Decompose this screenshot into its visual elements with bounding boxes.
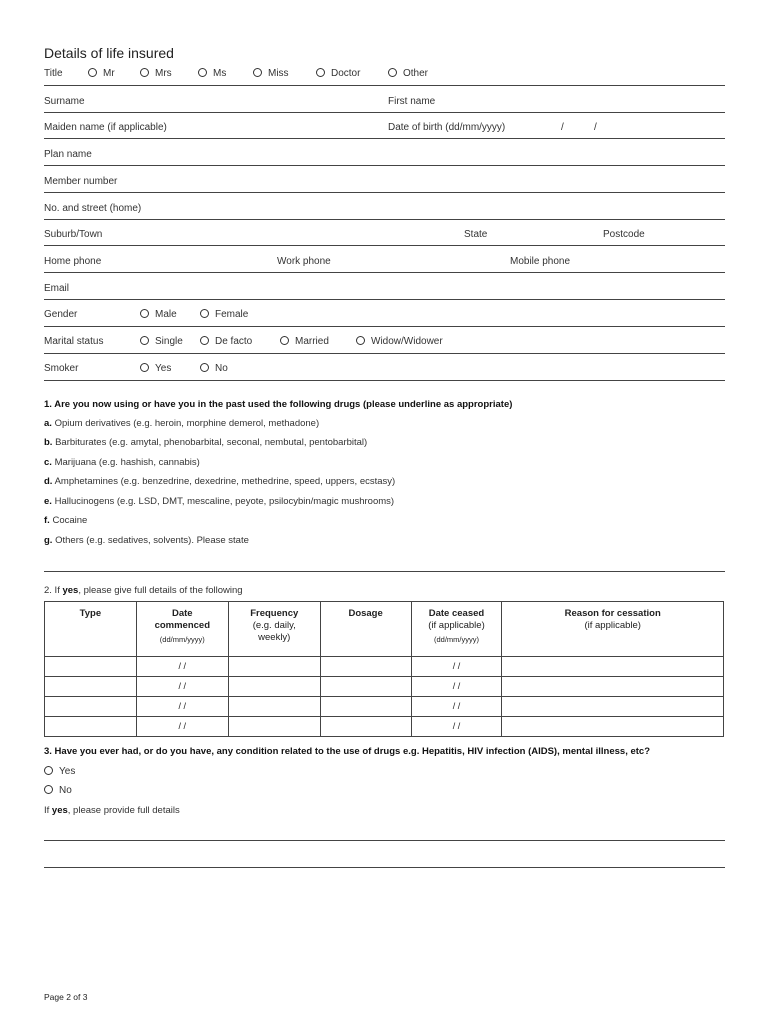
date-ceased-cell[interactable]: / / — [411, 717, 502, 737]
type-cell[interactable] — [45, 677, 137, 697]
header-dosage: Dosage — [320, 602, 411, 657]
type-cell[interactable] — [45, 697, 137, 717]
plan-name-label: Plan name — [44, 149, 92, 160]
marital-option-widow[interactable]: Widow/Widower — [356, 336, 443, 347]
reason-cell[interactable] — [502, 657, 724, 677]
smoker-label: Smoker — [44, 363, 79, 374]
divider — [44, 380, 725, 381]
suburb-label: Suburb/Town — [44, 229, 103, 240]
section-title: Details of life insured — [44, 45, 174, 61]
divider — [44, 85, 725, 86]
type-cell[interactable] — [45, 657, 137, 677]
plan-name-field[interactable] — [44, 165, 725, 166]
radio-icon[interactable] — [140, 336, 149, 345]
reason-cell[interactable] — [502, 697, 724, 717]
q3-option-yes[interactable]: Yes — [44, 766, 75, 777]
date-ceased-cell[interactable]: / / — [411, 657, 502, 677]
title-option-ms[interactable]: Ms — [198, 68, 226, 79]
dosage-cell[interactable] — [320, 717, 411, 737]
header-reason: Reason for cessation (if applicable) — [502, 602, 724, 657]
reason-cell[interactable] — [502, 717, 724, 737]
radio-icon[interactable] — [198, 68, 207, 77]
radio-icon[interactable] — [253, 68, 262, 77]
drug-item-f: f. Cocaine — [44, 515, 88, 526]
header-date-ceased: Date ceased (if applicable) (dd/mm/yyyy) — [411, 602, 502, 657]
q3-details-field[interactable] — [44, 867, 725, 868]
radio-icon[interactable] — [140, 68, 149, 77]
email-field[interactable] — [44, 299, 725, 300]
radio-icon[interactable] — [356, 336, 365, 345]
marital-option-married[interactable]: Married — [280, 336, 329, 347]
radio-icon[interactable] — [140, 363, 149, 372]
date-commenced-cell[interactable]: / / — [136, 677, 228, 697]
phone-field[interactable] — [44, 272, 725, 273]
drug-item-c: c. Marijuana (e.g. hashish, cannabis) — [44, 457, 200, 468]
q3-details-label: If yes, please provide full details — [44, 805, 180, 816]
title-option-mrs[interactable]: Mrs — [140, 68, 172, 79]
gender-option-male[interactable]: Male — [140, 309, 177, 320]
header-date-commenced: Date commenced (dd/mm/yyyy) — [136, 602, 228, 657]
frequency-cell[interactable] — [228, 717, 320, 737]
date-commenced-cell[interactable]: / / — [136, 717, 228, 737]
email-label: Email — [44, 283, 70, 294]
table-row — [45, 697, 724, 717]
member-number-field[interactable] — [44, 192, 725, 193]
title-option-doctor[interactable]: Doctor — [316, 68, 360, 79]
date-ceased-cell[interactable]: / / — [411, 697, 502, 717]
smoker-option-yes[interactable]: Yes — [140, 363, 171, 374]
reason-cell[interactable] — [502, 677, 724, 697]
table-row — [45, 717, 724, 737]
header-frequency: Frequency (e.g. daily, weekly) — [228, 602, 320, 657]
radio-icon[interactable] — [140, 309, 149, 318]
question-1: 1. Are you now using or have you in the past used the following drugs (please underline as appropriate) — [44, 399, 513, 410]
street-label: No. and street (home) — [44, 203, 142, 214]
surname-label: Surname — [44, 96, 85, 107]
radio-icon[interactable] — [316, 68, 325, 77]
member-number-label: Member number — [44, 176, 118, 187]
drug-item-e: e. Hallucinogens (e.g. LSD, DMT, mescaline, peyote, psilocybin/magic mushrooms) — [44, 496, 395, 507]
frequency-cell[interactable] — [228, 677, 320, 697]
maiden-name-field[interactable] — [44, 138, 725, 139]
table-row — [45, 657, 724, 677]
page-number: Page 2 of 3 — [44, 992, 88, 1002]
radio-icon[interactable] — [200, 309, 209, 318]
dosage-cell[interactable] — [320, 657, 411, 677]
gender-label: Gender — [44, 309, 78, 320]
drug-item-g: g. Others (e.g. sedatives, solvents). Please state — [44, 535, 249, 546]
frequency-cell[interactable] — [228, 697, 320, 717]
gender-option-female[interactable]: Female — [200, 309, 248, 320]
maiden-name-label: Maiden name (if applicable) — [44, 122, 167, 133]
marital-status-label: Marital status — [44, 336, 104, 347]
title-option-mr[interactable]: Mr — [88, 68, 115, 79]
drug-item-b: b. Barbiturates (e.g. amytal, phenobarbital, seconal, nembutal, pentobarbital) — [44, 437, 368, 448]
work-phone-label: Work phone — [277, 256, 331, 267]
q3-option-no[interactable]: No — [44, 785, 72, 796]
other-drugs-field[interactable] — [44, 571, 725, 572]
divider — [44, 353, 725, 354]
table-row — [45, 677, 724, 697]
title-option-miss[interactable]: Miss — [253, 68, 289, 79]
date-ceased-cell[interactable]: / / — [411, 677, 502, 697]
smoker-option-no[interactable]: No — [200, 363, 228, 374]
first-name-label: First name — [388, 96, 436, 107]
marital-option-defacto[interactable]: De facto — [200, 336, 252, 347]
header-type: Type — [45, 602, 137, 657]
table-header-row — [45, 602, 724, 657]
date-commenced-cell[interactable]: / / — [136, 657, 228, 677]
drug-item-a: a. Opium derivatives (e.g. heroin, morphine demerol, methadone) — [44, 418, 320, 429]
type-cell[interactable] — [45, 717, 137, 737]
question-2: 2. If yes, please give full details of the following — [44, 585, 243, 596]
dob-label: Date of birth (dd/mm/yyyy) — [388, 122, 506, 133]
question-3: 3. Have you ever had, or do you have, any condition related to the use of drugs e.g. Hepatitis, HIV infection (AIDS), mental illness, etc? — [44, 746, 651, 757]
title-option-other[interactable]: Other — [388, 68, 428, 79]
drug-item-d: d. Amphetamines (e.g. benzedrine, dexedrine, methedrine, speed, uppers, ecstasy) — [44, 476, 396, 487]
radio-icon[interactable] — [200, 363, 209, 372]
dosage-cell[interactable] — [320, 677, 411, 697]
date-commenced-cell[interactable]: / / — [136, 697, 228, 717]
home-phone-label: Home phone — [44, 256, 102, 267]
dob-separator: / — [594, 122, 597, 133]
radio-icon[interactable] — [280, 336, 289, 345]
marital-option-single[interactable]: Single — [140, 336, 183, 347]
state-label: State — [464, 229, 488, 240]
title-label: Title — [44, 68, 63, 79]
dosage-cell[interactable] — [320, 697, 411, 717]
frequency-cell[interactable] — [228, 657, 320, 677]
street-field[interactable] — [44, 219, 725, 220]
mobile-phone-label: Mobile phone — [510, 256, 571, 267]
radio-icon[interactable] — [88, 68, 97, 77]
drug-details-table — [44, 601, 724, 737]
radio-icon[interactable] — [44, 785, 53, 794]
radio-icon[interactable] — [44, 766, 53, 775]
dob-separator: / — [561, 122, 564, 133]
radio-icon[interactable] — [200, 336, 209, 345]
divider — [44, 326, 725, 327]
postcode-label: Postcode — [603, 229, 645, 240]
suburb-field[interactable] — [44, 245, 725, 246]
radio-icon[interactable] — [388, 68, 397, 77]
surname-field[interactable] — [44, 112, 725, 113]
q3-details-field[interactable] — [44, 840, 725, 841]
